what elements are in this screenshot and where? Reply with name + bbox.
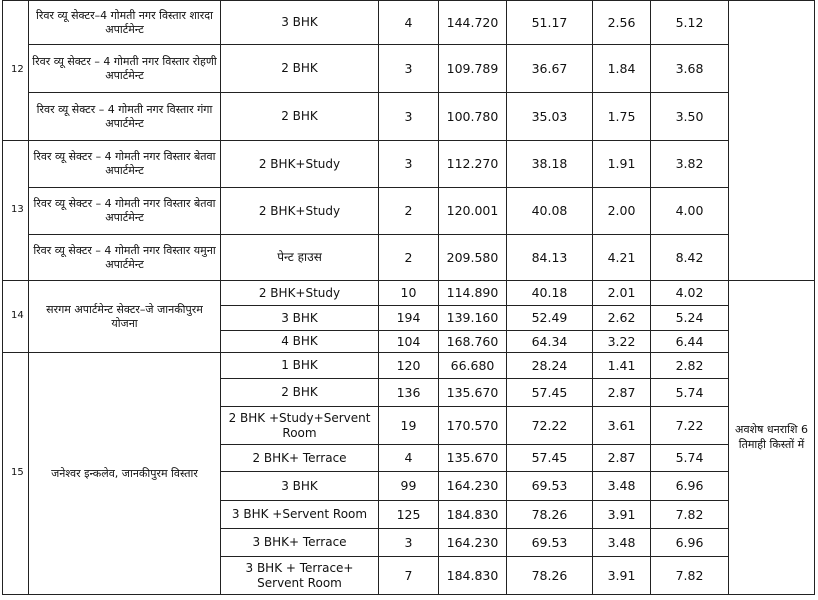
installment-value: 2.62	[593, 306, 651, 331]
table-row	[3, 45, 815, 93]
deposit-value: 6.44	[651, 331, 729, 353]
unit-count: 99	[379, 472, 439, 501]
deposit-value: 5.12	[651, 1, 729, 45]
installment-value: 1.75	[593, 93, 651, 141]
serial-number: 14	[3, 281, 29, 353]
carpet-area: 144.720	[439, 1, 507, 45]
unit-count: 194	[379, 306, 439, 331]
unit-count: 120	[379, 353, 439, 379]
deposit-value: 3.68	[651, 45, 729, 93]
carpet-area: 168.760	[439, 331, 507, 353]
project-name: रिवर व्यू सेक्टर – 4 गोमती नगर विस्तार रोहणी अपार्टमेन्ट	[29, 45, 221, 93]
unit-count: 2	[379, 235, 439, 281]
project-name: रिवर व्यू सेक्टर–4 गोमती नगर विस्तार शारदा अपार्टमेन्ट	[29, 1, 221, 45]
estimated-cost: 64.34	[507, 331, 593, 353]
deposit-value: 4.02	[651, 281, 729, 306]
carpet-area: 209.580	[439, 235, 507, 281]
estimated-cost: 36.67	[507, 45, 593, 93]
unit-type: 2 BHK+ Terrace	[221, 445, 379, 472]
carpet-area: 109.789	[439, 45, 507, 93]
unit-type: पेन्ट हाउस	[221, 235, 379, 281]
unit-count: 125	[379, 501, 439, 529]
estimated-cost: 38.18	[507, 141, 593, 188]
estimated-cost: 78.26	[507, 501, 593, 529]
unit-type: 3 BHK + Terrace+ Servent Room	[221, 557, 379, 595]
estimated-cost: 28.24	[507, 353, 593, 379]
deposit-value: 5.74	[651, 379, 729, 407]
remarks-cell-blank	[729, 1, 815, 281]
carpet-area: 184.830	[439, 501, 507, 529]
estimated-cost: 51.17	[507, 1, 593, 45]
remarks-cell: अवशेष धनराशि 6 तिमाही किस्तों में	[729, 281, 815, 595]
installment-value: 3.48	[593, 529, 651, 557]
estimated-cost: 69.53	[507, 529, 593, 557]
unit-count: 136	[379, 379, 439, 407]
carpet-area: 164.230	[439, 529, 507, 557]
estimated-cost: 40.08	[507, 188, 593, 235]
project-name: रिवर व्यू सेक्टर – 4 गोमती नगर विस्तार यमुना अपार्टमेन्ट	[29, 235, 221, 281]
deposit-value: 5.74	[651, 445, 729, 472]
deposit-value: 5.24	[651, 306, 729, 331]
estimated-cost: 84.13	[507, 235, 593, 281]
estimated-cost: 40.18	[507, 281, 593, 306]
estimated-cost: 52.49	[507, 306, 593, 331]
installment-value: 3.48	[593, 472, 651, 501]
unit-count: 10	[379, 281, 439, 306]
unit-type: 3 BHK +Servent Room	[221, 501, 379, 529]
table-row	[3, 188, 815, 235]
table-row	[3, 93, 815, 141]
unit-count: 104	[379, 331, 439, 353]
project-name: जनेश्वर इन्कलेव, जानकीपुरम विस्तार	[29, 353, 221, 595]
installment-value: 1.84	[593, 45, 651, 93]
project-name: सरगम अपार्टमेन्ट सेक्टर–जे जानकीपुरम योजना	[29, 281, 221, 353]
carpet-area: 100.780	[439, 93, 507, 141]
unit-count: 2	[379, 188, 439, 235]
installment-value: 1.91	[593, 141, 651, 188]
deposit-value: 8.42	[651, 235, 729, 281]
estimated-cost: 78.26	[507, 557, 593, 595]
estimated-cost: 69.53	[507, 472, 593, 501]
deposit-value: 3.50	[651, 93, 729, 141]
installment-value: 1.41	[593, 353, 651, 379]
carpet-area: 135.670	[439, 445, 507, 472]
deposit-value: 6.96	[651, 529, 729, 557]
unit-type: 2 BHK+Study	[221, 141, 379, 188]
housing-scheme-table	[2, 0, 815, 595]
installment-value: 2.87	[593, 379, 651, 407]
unit-type: 2 BHK	[221, 379, 379, 407]
installment-value: 2.01	[593, 281, 651, 306]
unit-type: 3 BHK	[221, 306, 379, 331]
table-row	[3, 353, 815, 379]
estimated-cost: 72.22	[507, 407, 593, 445]
estimated-cost: 57.45	[507, 379, 593, 407]
unit-count: 3	[379, 45, 439, 93]
carpet-area: 120.001	[439, 188, 507, 235]
carpet-area: 164.230	[439, 472, 507, 501]
unit-type: 3 BHK+ Terrace	[221, 529, 379, 557]
table-row	[3, 1, 815, 45]
installment-value: 2.00	[593, 188, 651, 235]
installment-value: 3.91	[593, 501, 651, 529]
installment-value: 3.91	[593, 557, 651, 595]
table-row	[3, 235, 815, 281]
carpet-area: 139.160	[439, 306, 507, 331]
unit-count: 4	[379, 445, 439, 472]
deposit-value: 7.22	[651, 407, 729, 445]
table-row	[3, 281, 815, 306]
carpet-area: 114.890	[439, 281, 507, 306]
installment-value: 3.61	[593, 407, 651, 445]
carpet-area: 112.270	[439, 141, 507, 188]
unit-count: 4	[379, 1, 439, 45]
serial-number: 13	[3, 141, 29, 281]
installment-value: 2.56	[593, 1, 651, 45]
unit-type: 4 BHK	[221, 331, 379, 353]
carpet-area: 135.670	[439, 379, 507, 407]
carpet-area: 184.830	[439, 557, 507, 595]
installment-value: 2.87	[593, 445, 651, 472]
deposit-value: 7.82	[651, 501, 729, 529]
deposit-value: 4.00	[651, 188, 729, 235]
unit-count: 7	[379, 557, 439, 595]
unit-count: 3	[379, 529, 439, 557]
deposit-value: 3.82	[651, 141, 729, 188]
project-name: रिवर व्यू सेक्टर – 4 गोमती नगर विस्तार बेतवा अपार्टमेन्ट	[29, 141, 221, 188]
serial-number: 12	[3, 1, 29, 141]
estimated-cost: 35.03	[507, 93, 593, 141]
unit-type: 2 BHK	[221, 93, 379, 141]
unit-type: 1 BHK	[221, 353, 379, 379]
installment-value: 3.22	[593, 331, 651, 353]
unit-count: 3	[379, 93, 439, 141]
unit-type: 3 BHK	[221, 472, 379, 501]
deposit-value: 2.82	[651, 353, 729, 379]
serial-number: 15	[3, 353, 29, 595]
unit-type: 2 BHK	[221, 45, 379, 93]
unit-type: 2 BHK +Study+Servent Room	[221, 407, 379, 445]
deposit-value: 7.82	[651, 557, 729, 595]
unit-count: 19	[379, 407, 439, 445]
carpet-area: 170.570	[439, 407, 507, 445]
table-row	[3, 141, 815, 188]
unit-type: 2 BHK+Study	[221, 188, 379, 235]
project-name: रिवर व्यू सेक्टर – 4 गोमती नगर विस्तार गंगा अपार्टमेन्ट	[29, 93, 221, 141]
installment-value: 4.21	[593, 235, 651, 281]
estimated-cost: 57.45	[507, 445, 593, 472]
unit-count: 3	[379, 141, 439, 188]
deposit-value: 6.96	[651, 472, 729, 501]
carpet-area: 66.680	[439, 353, 507, 379]
project-name: रिवर व्यू सेक्टर – 4 गोमती नगर विस्तार बेतवा अपार्टमेन्ट	[29, 188, 221, 235]
unit-type: 3 BHK	[221, 1, 379, 45]
unit-type: 2 BHK+Study	[221, 281, 379, 306]
